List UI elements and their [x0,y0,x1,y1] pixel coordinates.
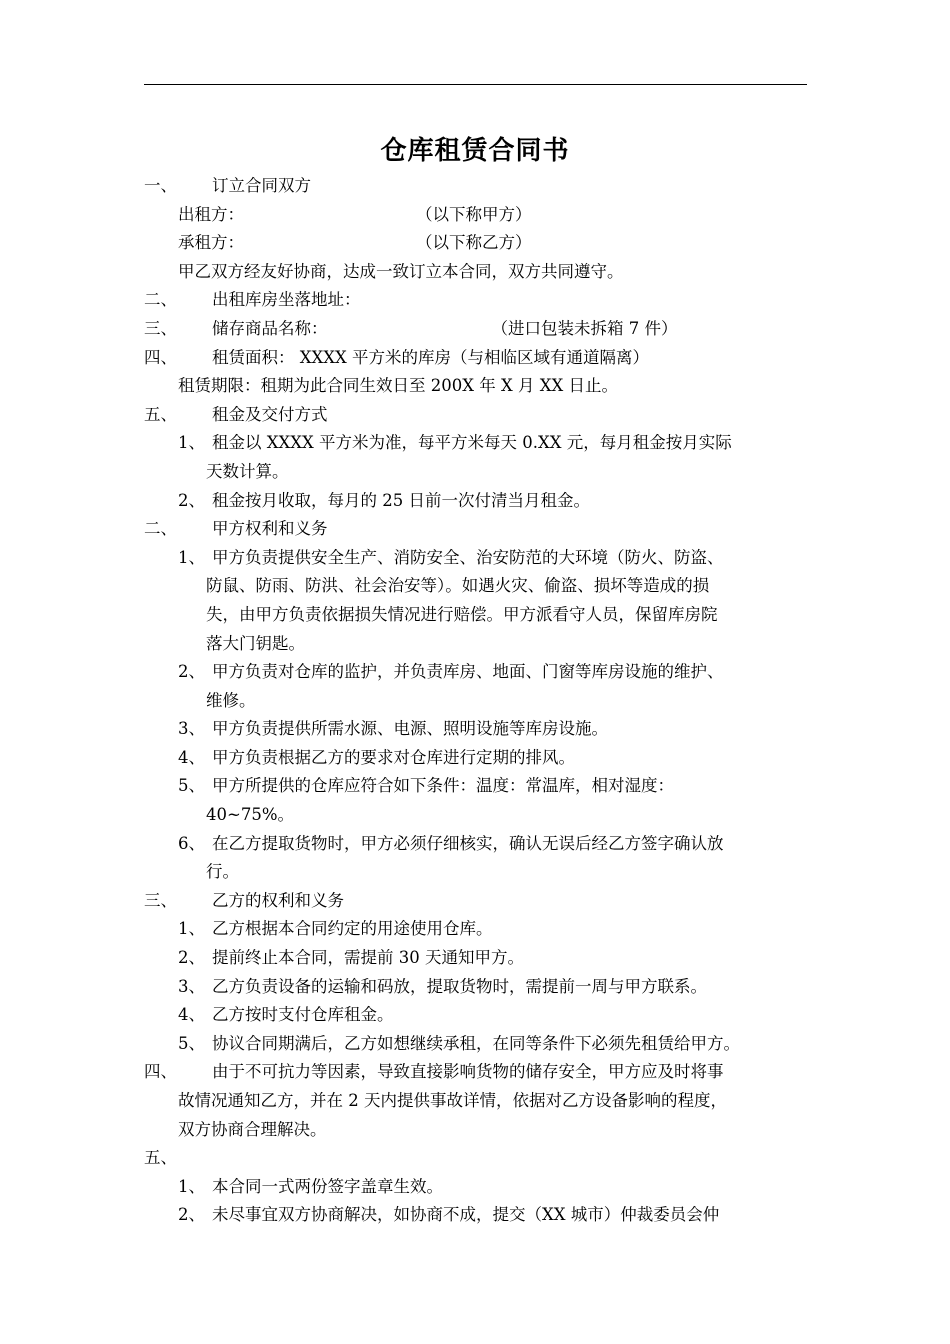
list-item: 2、 未尽事宜双方协商解决，如协商不成，提交（XX 城市）仲裁委员会仲 [178,1205,720,1225]
list-item-continuation: 失，由甲方负责依据损失情况进行赔偿。甲方派看守人员，保留库房院 [206,604,718,624]
list-item-continuation: 维修。 [206,690,256,710]
list-item-continuation: 40~75%。 [206,805,294,825]
section-6-heading: 二、 甲方权利和义务 [144,519,328,539]
section-8-paragraph: 四、 由于不可抗力等因素，导致直接影响货物的储存安全，甲方应及时将事 [144,1062,724,1082]
agreement-line: 甲乙双方经友好协商，达成一致订立本合同，双方共同遵守。 [178,261,624,281]
list-item: 2、 甲方负责对仓库的监护，并负责库房、地面、门窗等库房设施的维护、 [178,662,724,682]
list-item-continuation: 天数计算。 [206,461,289,481]
header-rule [144,84,807,85]
list-item-continuation: 落大门钥匙。 [206,633,305,653]
list-item: 6、 在乙方提取货物时，甲方必须仔细核实，确认无误后经乙方签字确认放 [178,833,724,853]
document-title: 仓库租赁合同书 [380,136,570,166]
list-item-continuation: 行。 [206,862,239,882]
list-item: 1、 租金以 XXXX 平方米为准，每平方米每天 0.XX 元，每月租金按月实际 [178,433,732,453]
lessee-line: 承租方： （以下称乙方） [178,233,532,253]
list-item: 1、 乙方根据本合同约定的用途使用仓库。 [178,919,493,939]
paragraph-continuation: 故情况通知乙方，并在 2 天内提供事故详情，依据对乙方设备影响的程度， [178,1091,727,1110]
section-1-heading: 一、 订立合同双方 [144,176,311,195]
list-item: 3、 甲方负责提供所需水源、电源、照明设施等库房设施。 [178,719,608,739]
list-item: 4、 甲方负责根据乙方的要求对仓库进行定期的排风。 [178,747,575,767]
contract-body [144,172,820,1230]
section-4-heading: 四、 租赁面积： XXXX 平方米的库房（与相临区域有通道隔离） [144,347,649,367]
lease-term-line: 租赁期限：租期为此合同生效日至 200X 年 X 月 XX 日止。 [178,376,618,396]
list-item: 4、 乙方按时支付仓库租金。 [178,1005,394,1025]
list-item: 5、 协议合同期满后，乙方如想继续承租，在同等条件下必须先租赁给甲方。 [178,1033,740,1053]
list-item: 2、 租金按月收取，每月的 25 日前一次付清当月租金。 [178,490,590,510]
lessor-line: 出租方： （以下称甲方） [178,204,532,224]
section-3-heading: 三、 储存商品名称： （进口包装未拆箱 7 件） [144,318,678,338]
list-item: 1、 本合同一式两份签字盖章生效。 [178,1176,443,1196]
list-item: 5、 甲方所提供的仓库应符合如下条件：温度：常温库，相对湿度： [178,776,674,796]
section-2-heading: 二、 出租库房坐落地址： [144,290,361,310]
list-item: 2、 提前终止本合同，需提前 30 天通知甲方。 [178,948,524,968]
section-5-heading: 五、 租金及交付方式 [144,404,328,424]
section-7-heading: 三、 乙方的权利和义务 [144,890,344,910]
list-item: 1、 甲方负责提供安全生产、消防安全、治安防范的大环境（防火、防盗、 [178,547,724,567]
paragraph-continuation: 双方协商合理解决。 [178,1119,327,1139]
list-item: 3、 乙方负责设备的运输和码放，提取货物时，需提前一周与甲方联系。 [178,976,707,996]
list-item-continuation: 防鼠、防雨、防洪、社会治安等）。如遇火灾、偷盗、损坏等造成的损 [206,576,710,596]
section-9-heading: 五、 [144,1148,177,1168]
